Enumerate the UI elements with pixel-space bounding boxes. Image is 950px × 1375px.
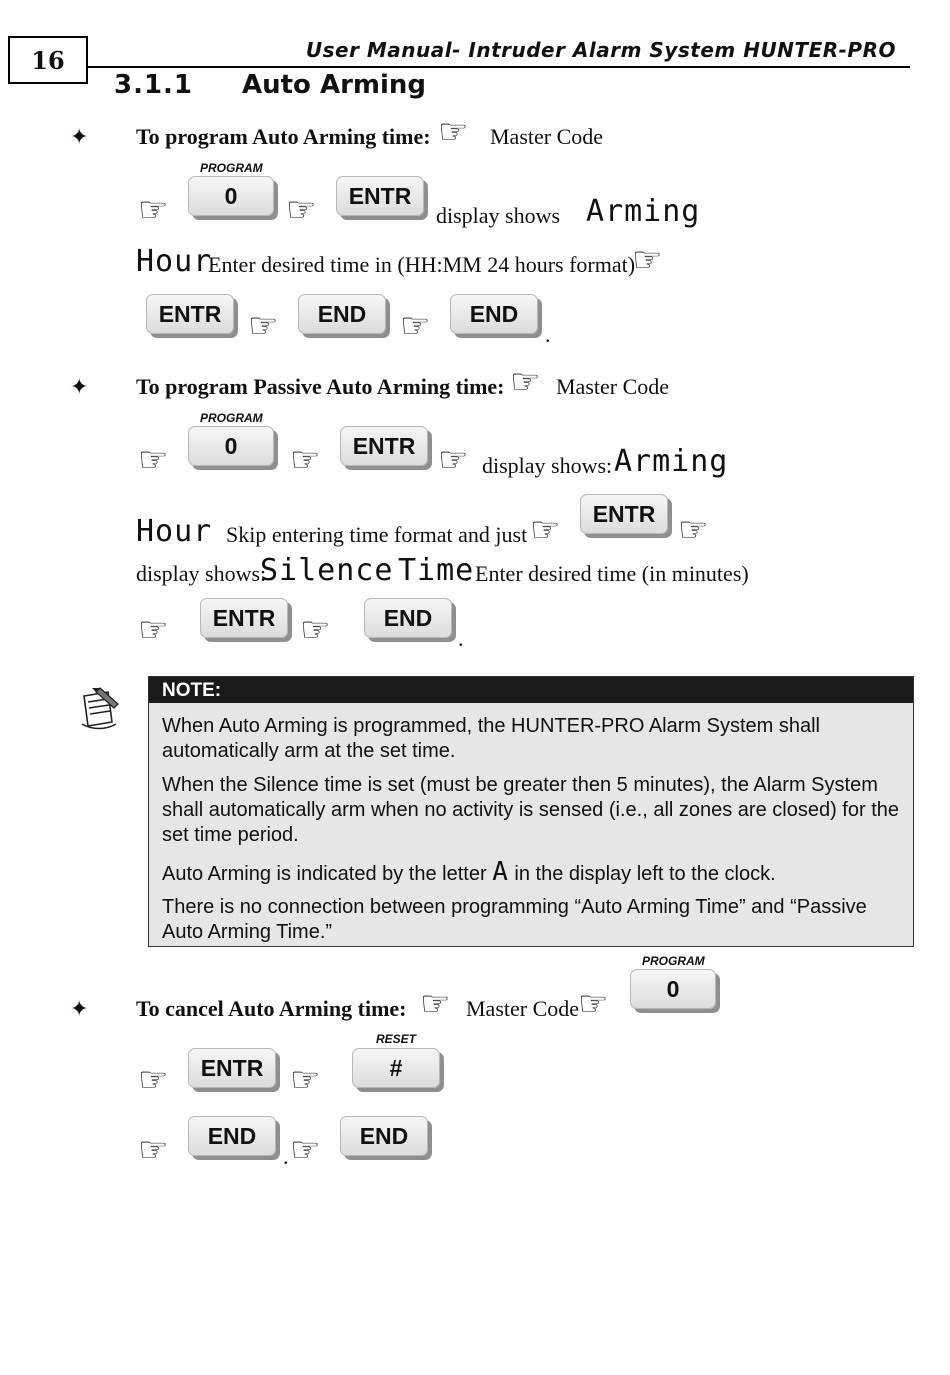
pointing-hand-icon: ☞ bbox=[438, 114, 469, 151]
key-entr-button[interactable]: ENTR bbox=[336, 176, 424, 216]
key-0-button[interactable]: 0 bbox=[188, 426, 274, 466]
key-end-button[interactable]: END bbox=[298, 294, 386, 334]
step1-display-shows: display shows bbox=[436, 203, 561, 228]
step3-lead: To cancel Auto Arming time: bbox=[136, 996, 407, 1021]
step1-lead: To program Auto Arming time: bbox=[136, 124, 431, 149]
lcd-text-time: Time bbox=[398, 553, 475, 588]
four-point-star-icon: ✦ bbox=[70, 374, 89, 399]
key-caption-program: PROGRAM bbox=[200, 411, 263, 425]
four-point-star-icon: ✦ bbox=[70, 124, 89, 149]
step2-skip-text: Skip entering time format and just bbox=[226, 522, 528, 547]
key-end-button[interactable]: END bbox=[450, 294, 538, 334]
key-end-button[interactable]: END bbox=[188, 1116, 276, 1156]
pointing-hand-icon: ☞ bbox=[138, 442, 169, 479]
key-caption-reset: RESET bbox=[376, 1032, 417, 1046]
lcd-text-hour: Hour bbox=[136, 244, 213, 279]
note-pad-icon bbox=[78, 684, 122, 732]
pointing-hand-icon: ☞ bbox=[420, 986, 451, 1023]
key-entr-button[interactable]: ENTR bbox=[188, 1048, 276, 1088]
key-entr-button[interactable]: ENTR bbox=[200, 598, 288, 638]
lcd-text-silence: Silence bbox=[260, 553, 394, 588]
pointing-hand-icon: ☞ bbox=[138, 192, 169, 229]
key-end-button[interactable]: END bbox=[340, 1116, 428, 1156]
key-end-button[interactable]: END bbox=[364, 598, 452, 638]
pointing-hand-icon: ☞ bbox=[510, 364, 541, 401]
step3-master-code: Master Code bbox=[466, 996, 580, 1021]
step1-master-code: Master Code bbox=[490, 124, 604, 149]
pointing-hand-icon: ☞ bbox=[300, 612, 331, 649]
pointing-hand-icon: ☞ bbox=[248, 308, 279, 345]
note-paragraph-3-end: in the display left to the clock. bbox=[514, 863, 776, 885]
note-paragraph-2: When the Silence time is set (must be greater then 5 minutes), the Alarm System shall automatically arm when no activity is sensed (i.e., all zones are closed) for the set time period. bbox=[162, 774, 900, 846]
section-number: 3.1.1 bbox=[114, 70, 194, 100]
step2-display-shows-2: display shows: bbox=[136, 561, 267, 586]
pointing-hand-icon: ☞ bbox=[138, 612, 169, 649]
section-title: Auto Arming bbox=[242, 70, 427, 100]
lcd-text-arming: Arming bbox=[614, 444, 729, 479]
pointing-hand-icon: ☞ bbox=[290, 442, 321, 479]
key-0-button[interactable]: 0 bbox=[630, 969, 716, 1009]
step2-master-code: Master Code bbox=[556, 374, 670, 399]
key-entr-button[interactable]: ENTR bbox=[340, 426, 428, 466]
note-paragraph-1: When Auto Arming is programmed, the HUNTER-PRO Alarm System shall automatically arm at the set time. bbox=[162, 715, 820, 762]
header-rule bbox=[88, 66, 910, 68]
period: . bbox=[545, 322, 551, 347]
pointing-hand-icon: ☞ bbox=[286, 192, 317, 229]
pointing-hand-icon: ☞ bbox=[438, 442, 469, 479]
key-caption-program: PROGRAM bbox=[200, 161, 263, 175]
period: . bbox=[458, 626, 464, 651]
period: . bbox=[283, 1144, 289, 1169]
four-point-star-icon: ✦ bbox=[70, 996, 89, 1021]
pointing-hand-icon: ☞ bbox=[578, 986, 609, 1023]
lcd-letter-a: A bbox=[492, 857, 509, 887]
pointing-hand-icon: ☞ bbox=[290, 1062, 321, 1099]
page-number: 16 bbox=[8, 36, 88, 84]
step1-enter-time: Enter desired time in (HH:MM 24 hours format) bbox=[208, 252, 636, 277]
step2-display-shows: display shows: bbox=[482, 453, 613, 478]
pointing-hand-icon: ☞ bbox=[400, 308, 431, 345]
note-paragraph-4: There is no connection between programming “Auto Arming Time” and “Passive Auto Arming Time.” bbox=[162, 896, 867, 943]
note-paragraph-3 bbox=[162, 857, 902, 887]
step2-enter-minutes: . Enter desired time (in minutes) bbox=[464, 561, 749, 586]
pointing-hand-icon: ☞ bbox=[138, 1062, 169, 1099]
key-entr-button[interactable]: ENTR bbox=[146, 294, 234, 334]
note-paragraph-3-start: Auto Arming is indicated by the letter bbox=[162, 863, 487, 885]
pointing-hand-icon: ☞ bbox=[138, 1132, 169, 1169]
key-entr-button[interactable]: ENTR bbox=[580, 494, 668, 534]
note-heading: NOTE: bbox=[149, 677, 913, 703]
header-title: User Manual- Intruder Alarm System HUNTER-PRO bbox=[305, 38, 896, 62]
lcd-text-hour: Hour bbox=[136, 514, 213, 549]
pointing-hand-icon: ☞ bbox=[290, 1132, 321, 1169]
pointing-hand-icon: ☞ bbox=[678, 512, 709, 549]
key-hash-button[interactable]: # bbox=[352, 1048, 440, 1088]
pointing-hand-icon: ☞ bbox=[632, 242, 663, 279]
pointing-hand-icon: ☞ bbox=[530, 512, 561, 549]
step2-lead: To program Passive Auto Arming time: bbox=[136, 374, 505, 399]
note-box bbox=[148, 676, 914, 947]
lcd-text-arming: Arming bbox=[586, 194, 701, 229]
key-0-button[interactable]: 0 bbox=[188, 176, 274, 216]
key-caption-program: PROGRAM bbox=[642, 954, 705, 968]
